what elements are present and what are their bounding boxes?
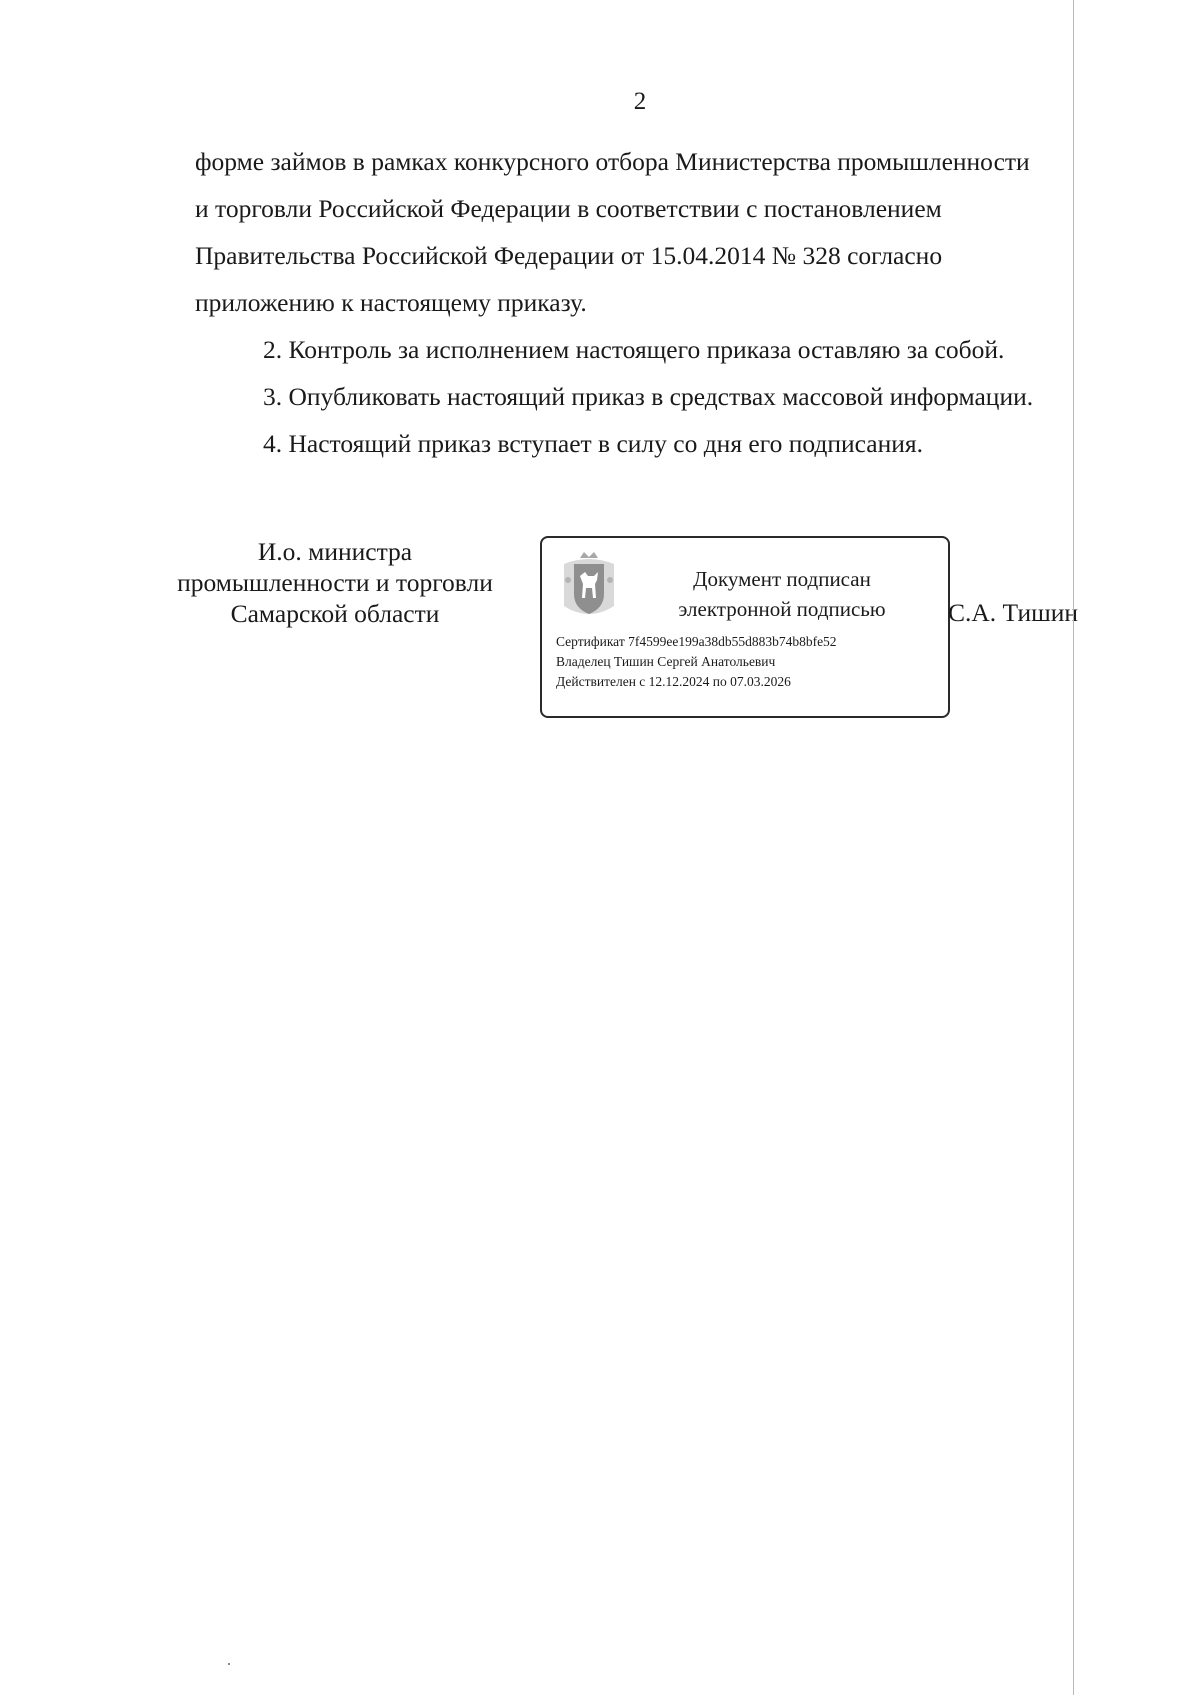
order-item-4: 4. Настоящий приказ вступает в силу со дня его подписания.: [263, 429, 923, 458]
order-item-3: 3. Опубликовать настоящий приказ в средствах массовой информации.: [263, 382, 1034, 411]
stamp-title: [662, 564, 902, 624]
paragraph-line: Правительства Российской Федерации от 15.04.2014 № 328 согласно: [195, 241, 943, 270]
paragraph-line: приложению к настоящему приказу.: [195, 288, 587, 317]
stamp-title-line: Документ подписан: [693, 567, 871, 591]
scan-edge-line: [1073, 0, 1074, 1695]
scan-speck: [228, 1663, 230, 1665]
paragraph-line: форме займов в рамках конкурсного отбора Министерства промышленности: [195, 147, 1030, 176]
stamp-details: [556, 632, 837, 692]
electronic-signature-stamp: [540, 536, 950, 718]
stamp-certificate: Сертификат 7f4599ee199a38db55d883b74b8bfe52: [556, 634, 837, 649]
signatory-position: [160, 536, 510, 629]
paragraph-line: и торговли Российской Федерации в соответствии с постановлением: [195, 194, 942, 223]
order-body-text: [195, 138, 1105, 467]
stamp-owner: Владелец Тишин Сергей Анатольевич: [556, 654, 776, 669]
page-number: 2: [633, 88, 647, 115]
signer-name: С.А. Тишин: [948, 598, 1079, 627]
stamp-validity: Действителен с 12.12.2024 по 07.03.2026: [556, 674, 791, 689]
stamp-title-line: электронной подписью: [678, 597, 886, 621]
samara-coat-of-arms-icon: [558, 550, 620, 622]
signatory-line: И.о. министра: [257, 537, 413, 566]
order-item-2: 2. Контроль за исполнением настоящего приказа оставляю за собой.: [263, 335, 1005, 364]
signatory-line: Самарской области: [230, 599, 440, 628]
signatory-line: промышленности и торговли: [177, 568, 493, 597]
